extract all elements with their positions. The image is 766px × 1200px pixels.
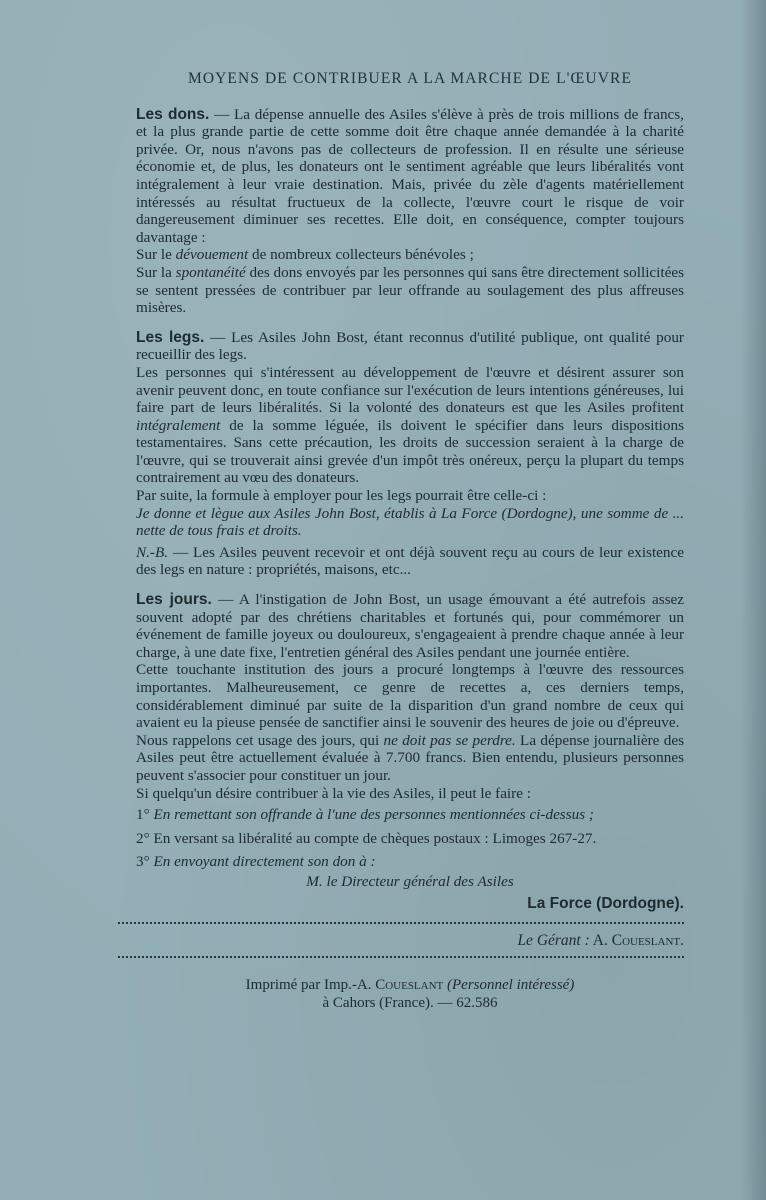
spacer <box>136 579 684 591</box>
gerant-label: Le Gérant : <box>517 932 590 950</box>
legs-paragraph <box>136 329 684 364</box>
jours-heading: Les jours. <box>136 591 212 609</box>
list-item-number: 2° <box>136 829 150 847</box>
jours-p3-pre: Nous rappelons cet usage des jours, qui <box>136 731 384 749</box>
dons-heading: Les dons. <box>136 105 210 123</box>
legs-p2-post: de la somme léguée, ils doivent le spécifier dans leurs dispositions testamentaires. Sans cette précaution, les droits de succession seraient à la charge de l'œuvre, qui se trouverait ainsi grevée d'un impôt très onéreux, perçu la plupart du temps contrairement au vœu des donateurs. <box>136 416 684 487</box>
list-item-text: En envoyant directement son don à : <box>149 853 376 871</box>
dons-line2-pre: Sur la <box>136 263 176 281</box>
list-item-text: En versant sa libéralité au compte de chèques postaux : Limoges 267-27. <box>149 829 597 847</box>
jours-paragraph-2: Cette touchante institution des jours a procuré longtemps à l'œuvre des ressources importantes. Malheureusement, ce genre de recettes a, ces derniers temps, considérablement diminué par suite de la disparition d'un grand nombre de ceux qui avaient eu la pieuse pensée de sanctifier ainsi le souvenir des heures de joie ou d'épreuve. <box>136 661 684 732</box>
legs-paragraph-2 <box>136 364 684 487</box>
jours-p3-italic: ne doit pas se perdre. <box>383 731 516 749</box>
legs-p2-italic: intégralement <box>136 416 221 434</box>
legs-heading: Les legs. <box>136 328 205 346</box>
jours-paragraph <box>136 591 684 661</box>
dotted-divider-2 <box>118 956 684 958</box>
jours-p3-post: La dépense journalière des Asiles peut être actuellement évaluée à 7.700 francs. Bien entendu, plusieurs personnes peuvent s'associer pour constituer un jour. <box>136 731 684 784</box>
dons-line-spontaneite <box>136 264 684 317</box>
legs-nb <box>136 544 684 579</box>
imprint-line-1 <box>136 976 684 994</box>
dons-line1-pre: Sur le <box>136 246 176 264</box>
imprint-line-2: à Cahors (France). — 62.586 <box>322 994 498 1011</box>
contribution-list <box>136 806 684 871</box>
gerant-line <box>136 932 684 950</box>
page-title: MOYENS DE CONTRIBUER A LA MARCHE DE L'ŒUVRE <box>187 70 633 87</box>
section-jours <box>136 591 684 912</box>
jours-paragraph-4: Si quelqu'un désire contribuer à la vie des Asiles, il peut le faire : <box>136 784 531 802</box>
list-item <box>136 806 684 824</box>
imprint-pre: Imprimé par Imp.-A. <box>245 976 376 993</box>
legs-paragraph-3: Par suite, la formule à employer pour les legs pourrait être celle-ci : <box>136 487 547 505</box>
document-body <box>136 70 684 1012</box>
dotted-divider <box>118 922 684 924</box>
imprint-italic: (Personnel intéressé) <box>443 976 575 993</box>
jours-text: — A l'instigation de John Bost, un usage émouvant a été autrefois assez souvent adopté par des chrétiens charitables et fortunés qui, pour commémorer un événement de famille joyeux ou douloureux, s'engageaient à prendre chaque année à leur charge, à une date fixe, l'entretien général des Asiles pendant une journée entière. <box>136 591 684 661</box>
legs-text: — Les Asiles John Bost, étant reconnus d'utilité publique, ont qualité pour recueillir des legs. <box>136 328 684 364</box>
list-item-number: 3° <box>136 853 150 871</box>
legs-nb-text: — Les Asiles peuvent recevoir et ont déjà souvent reçu au cours de leur existence des legs en nature : propriétés, maisons, etc... <box>136 543 684 579</box>
spacer <box>136 317 684 329</box>
dons-line2-italic: spontanéité <box>175 263 246 281</box>
dons-line-devouement <box>136 246 684 264</box>
location-signature: La Force (Dordogne). <box>527 894 684 912</box>
director-line: M. le Directeur général des Asiles <box>306 872 514 890</box>
jours-paragraph-3 <box>136 732 684 785</box>
section-dons <box>136 106 684 317</box>
dons-line2-post: des dons envoyés par les personnes qui sans être directement sollicitées se sentent pressées de contribuer par leur offrande au soulagement des plus affreuses misères. <box>136 263 684 317</box>
dons-line1-italic: dévouement <box>175 246 249 264</box>
list-item-number: 1° <box>136 806 150 824</box>
list-item-text: En remettant son offrande à l'une des personnes mentionnées ci-dessus ; <box>149 806 594 824</box>
legs-p2-pre: Les personnes qui s'intéressent au développement de l'œuvre et désirent assurer son avenir peuvent donc, en toute confiance sur l'exécution de leurs intentions généreuses, lui faire part de leurs libéralités. Si la volonté des donateurs est que les Asiles profitent <box>136 363 684 417</box>
imprint-name: Coueslant <box>375 976 444 993</box>
dons-paragraph <box>136 106 684 247</box>
legs-nb-label: N.-B. <box>136 543 169 561</box>
list-item <box>136 853 684 871</box>
legs-formula: Je donne et lègue aux Asiles John Bost, établis à La Force (Dordogne), une somme de ... nette de tous frais et droits. <box>136 504 684 540</box>
list-item <box>136 830 684 848</box>
dons-line1-post: de nombreux collecteurs bénévoles ; <box>248 246 474 264</box>
gerant-name: A. Coueslant. <box>589 932 684 950</box>
imprint <box>136 976 684 1012</box>
dons-text: — La dépense annuelle des Asiles s'élève à près de trois millions de francs, et la plus grande partie de cette somme doit être chaque année demandée à la charité privée. Or, nous n'avons pas de collecteurs de profession. Il en résulte une sérieuse économie et, de plus, les donateurs ont le sentiment agréable que leurs libéralités vont intégralement à leur vraie destination. Mais, privée du zèle d'agents matériellement intéressés au résultat fructueux de la collecte, l'œuvre court le risque de voir dangereusement diminuer ses recettes. Elle doit, en conséquence, compter toujours davantage : <box>136 105 684 246</box>
section-legs <box>136 329 684 579</box>
paper-edge-shadow <box>740 0 766 1200</box>
